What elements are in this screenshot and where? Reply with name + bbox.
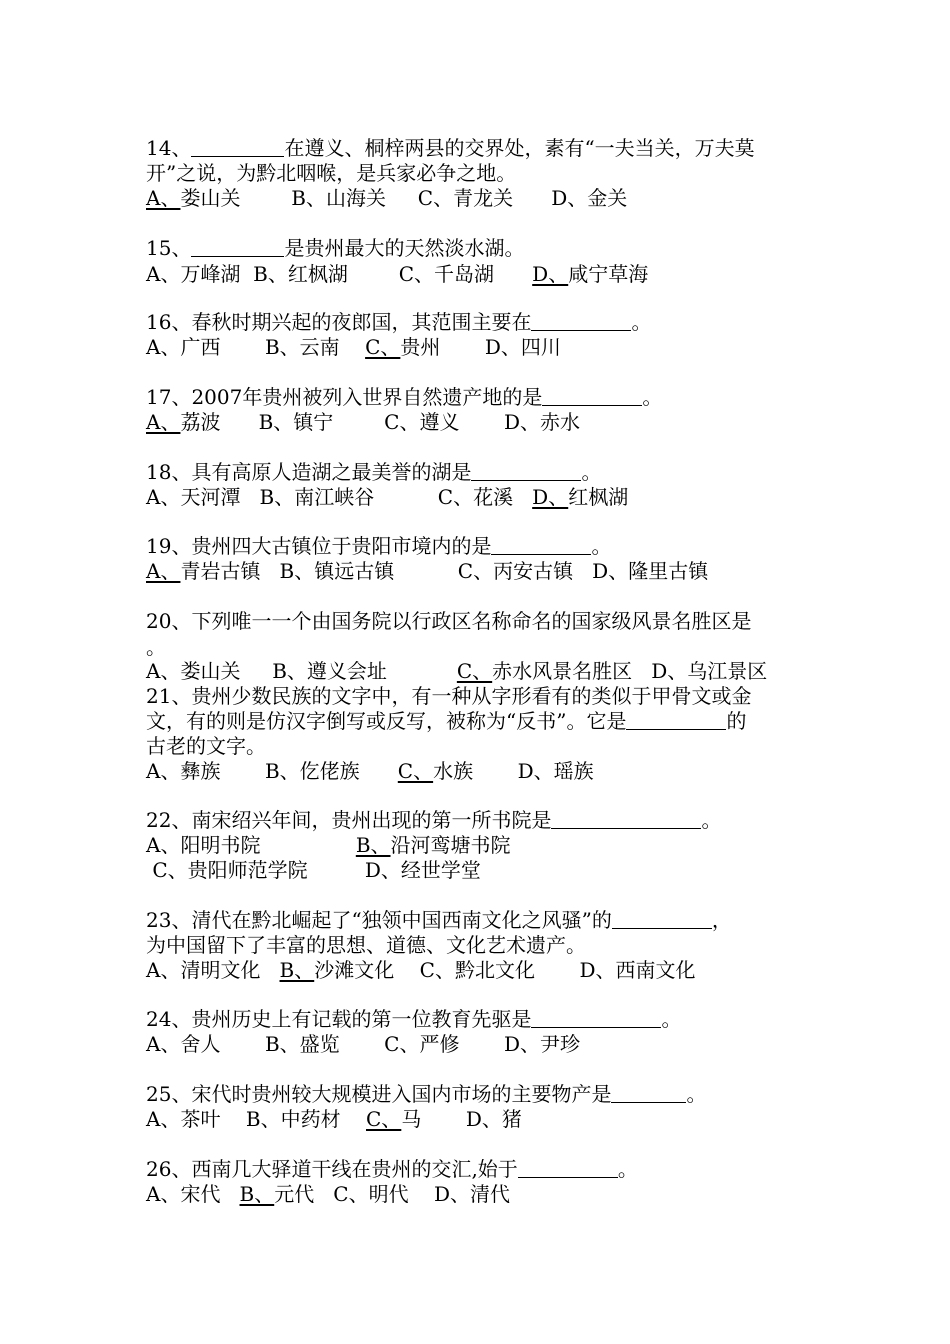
option-text: C、贵阳师范学院 D、经世学堂 bbox=[146, 858, 481, 882]
question-stem-line bbox=[146, 734, 266, 758]
option-text: A、娄山关 B、遵义会址 bbox=[146, 659, 457, 683]
stem-text: 。 bbox=[661, 1007, 682, 1031]
marked-answer-label: A、 bbox=[146, 410, 181, 434]
stem-text: 。 bbox=[642, 385, 663, 409]
option-text: A、宋代 bbox=[146, 1182, 240, 1206]
marked-answer-label: D、 bbox=[532, 485, 569, 509]
question-stem-line bbox=[146, 161, 516, 185]
stem-text: 18、具有高原人造湖之最美誉的湖是 bbox=[146, 460, 472, 484]
options-line bbox=[146, 559, 708, 583]
question-stem-line bbox=[146, 236, 524, 260]
option-text: A、天河潭 B、南江峡谷 C、花溪 bbox=[146, 485, 533, 509]
marked-answer-label: C、 bbox=[456, 659, 493, 683]
marked-answer-label: A、 bbox=[146, 559, 181, 583]
marked-answer-label: D、 bbox=[532, 262, 569, 286]
stem-text: 26、西南几大驿道干线在贵州的交汇,始于 bbox=[146, 1157, 518, 1181]
option-text: A、万峰湖 B、红枫湖 C、千岛湖 bbox=[146, 262, 533, 286]
stem-text: 开”之说，为黔北咽喉，是兵家必争之地。 bbox=[146, 161, 517, 185]
options-line bbox=[146, 1107, 522, 1131]
option-text: 元代 C、明代 D、清代 bbox=[274, 1182, 511, 1206]
stem-text: 19、贵州四大古镇位于贵阳市境内的是 bbox=[146, 534, 492, 558]
option-text: 赤水风景名胜区 D、乌江景区 bbox=[492, 659, 768, 683]
question-stem-line bbox=[146, 635, 166, 659]
answer-blank bbox=[626, 709, 726, 730]
option-text: A、清明文化 bbox=[146, 958, 280, 982]
answer-blank bbox=[551, 808, 701, 829]
answer-blank bbox=[191, 236, 284, 257]
stem-text: 20、下列唯一一个由国务院以行政区名称命名的国家级风景名胜区是 bbox=[146, 609, 752, 633]
answer-blank bbox=[531, 310, 631, 331]
option-text: 娄山关 B、山海关 C、青龙关 D、金关 bbox=[180, 186, 628, 210]
stem-text: 16、春秋时期兴起的夜郎国，其范围主要在 bbox=[146, 310, 532, 334]
option-text: 贵州 D、四川 bbox=[400, 335, 561, 359]
options-line bbox=[146, 410, 580, 434]
option-text: A、彝族 B、仡佬族 bbox=[146, 759, 398, 783]
answer-blank bbox=[471, 460, 581, 481]
option-text: 沿河鸾塘书院 bbox=[390, 833, 511, 857]
stem-text: ， bbox=[711, 908, 732, 932]
option-text: 荔波 B、镇宁 C、遵义 D、赤水 bbox=[180, 410, 580, 434]
stem-text: 17、2007年贵州被列入世界自然遗产地的是 bbox=[146, 385, 543, 409]
marked-answer-label: C、 bbox=[366, 1107, 402, 1131]
stem-text: 。 bbox=[617, 1157, 638, 1181]
answer-blank bbox=[518, 1157, 618, 1178]
option-text: A、茶叶 B、中药材 bbox=[146, 1107, 366, 1131]
option-text: A、舍人 B、盛览 C、严修 D、尹珍 bbox=[146, 1032, 580, 1056]
question-stem-line bbox=[146, 1082, 706, 1106]
question-stem-line bbox=[146, 385, 662, 409]
question-stem-line bbox=[146, 136, 755, 160]
stem-text: 14、 bbox=[146, 136, 192, 160]
stem-text: 23、清代在黔北崛起了“独领中国西南文化之风骚”的 bbox=[146, 908, 612, 932]
option-text: 水族 D、瑶族 bbox=[433, 759, 594, 783]
question-stem-line bbox=[146, 1157, 638, 1181]
stem-text: 文，有的则是仿汉字倒写或反写，被称为“反书”。它是 bbox=[146, 709, 627, 733]
options-line bbox=[146, 833, 511, 857]
stem-text: 的 bbox=[726, 709, 747, 733]
question-stem-line bbox=[146, 908, 732, 932]
answer-blank bbox=[191, 136, 284, 157]
option-text: 咸宁草海 bbox=[568, 262, 649, 286]
stem-text: 。 bbox=[631, 310, 652, 334]
question-stem-line bbox=[146, 310, 651, 334]
answer-blank bbox=[542, 385, 642, 406]
options-line bbox=[146, 262, 648, 286]
answer-blank bbox=[531, 1007, 661, 1028]
stem-text: 15、 bbox=[146, 236, 192, 260]
stem-text: 在遵义、桐梓两县的交界处，素有“一夫当关，万夫莫 bbox=[284, 136, 755, 160]
option-text: A、阳明书院 bbox=[146, 833, 356, 857]
options-line bbox=[146, 485, 628, 509]
stem-text: 是贵州最大的天然淡水湖。 bbox=[284, 236, 525, 260]
question-stem-line bbox=[146, 709, 746, 733]
stem-text: 。 bbox=[146, 635, 166, 659]
marked-answer-label: B、 bbox=[355, 833, 391, 857]
answer-blank bbox=[491, 534, 591, 555]
stem-text: 24、贵州历史上有记载的第一位教育先驱是 bbox=[146, 1007, 532, 1031]
options-line bbox=[146, 858, 481, 882]
question-stem-line bbox=[146, 460, 601, 484]
stem-text: 古老的文字。 bbox=[146, 734, 266, 758]
stem-text: 为中国留下了丰富的思想、道德、文化艺术遗产。 bbox=[146, 933, 586, 957]
question-stem-line bbox=[146, 684, 751, 708]
marked-answer-label: B、 bbox=[239, 1182, 275, 1206]
options-line bbox=[146, 659, 767, 683]
options-line bbox=[146, 1032, 580, 1056]
option-text: 马 D、猪 bbox=[401, 1107, 522, 1131]
stem-text: 21、贵州少数民族的文字中，有一种从字形看有的类似于甲骨文或金 bbox=[146, 684, 752, 708]
question-stem-line bbox=[146, 808, 721, 832]
marked-answer-label: C、 bbox=[397, 759, 434, 783]
stem-text: 25、宋代时贵州较大规模进入国内市场的主要物产是 bbox=[146, 1082, 612, 1106]
question-stem-line bbox=[146, 534, 611, 558]
options-line bbox=[146, 1182, 510, 1206]
answer-blank bbox=[612, 908, 712, 929]
answer-blank bbox=[611, 1082, 686, 1103]
options-line bbox=[146, 186, 627, 210]
marked-answer-label: C、 bbox=[365, 335, 401, 359]
options-line bbox=[146, 335, 561, 359]
option-text: 红枫湖 bbox=[568, 485, 629, 509]
marked-answer-label: B、 bbox=[279, 958, 315, 982]
stem-text: 。 bbox=[581, 460, 602, 484]
option-text: A、广西 B、云南 bbox=[146, 335, 366, 359]
question-stem-line bbox=[146, 933, 586, 957]
option-text: 青岩古镇 B、镇远古镇 C、丙安古镇 D、隆里古镇 bbox=[180, 559, 709, 583]
stem-text: 。 bbox=[591, 534, 612, 558]
option-text: 沙滩文化 C、黔北文化 D、西南文化 bbox=[314, 958, 696, 982]
stem-text: 22、南宋绍兴年间，贵州出现的第一所书院是 bbox=[146, 808, 552, 832]
options-line bbox=[146, 759, 594, 783]
stem-text: 。 bbox=[686, 1082, 707, 1106]
stem-text: 。 bbox=[701, 808, 722, 832]
marked-answer-label: A、 bbox=[146, 186, 181, 210]
question-stem-line bbox=[146, 1007, 681, 1031]
options-line bbox=[146, 958, 696, 982]
question-stem-line bbox=[146, 609, 751, 633]
